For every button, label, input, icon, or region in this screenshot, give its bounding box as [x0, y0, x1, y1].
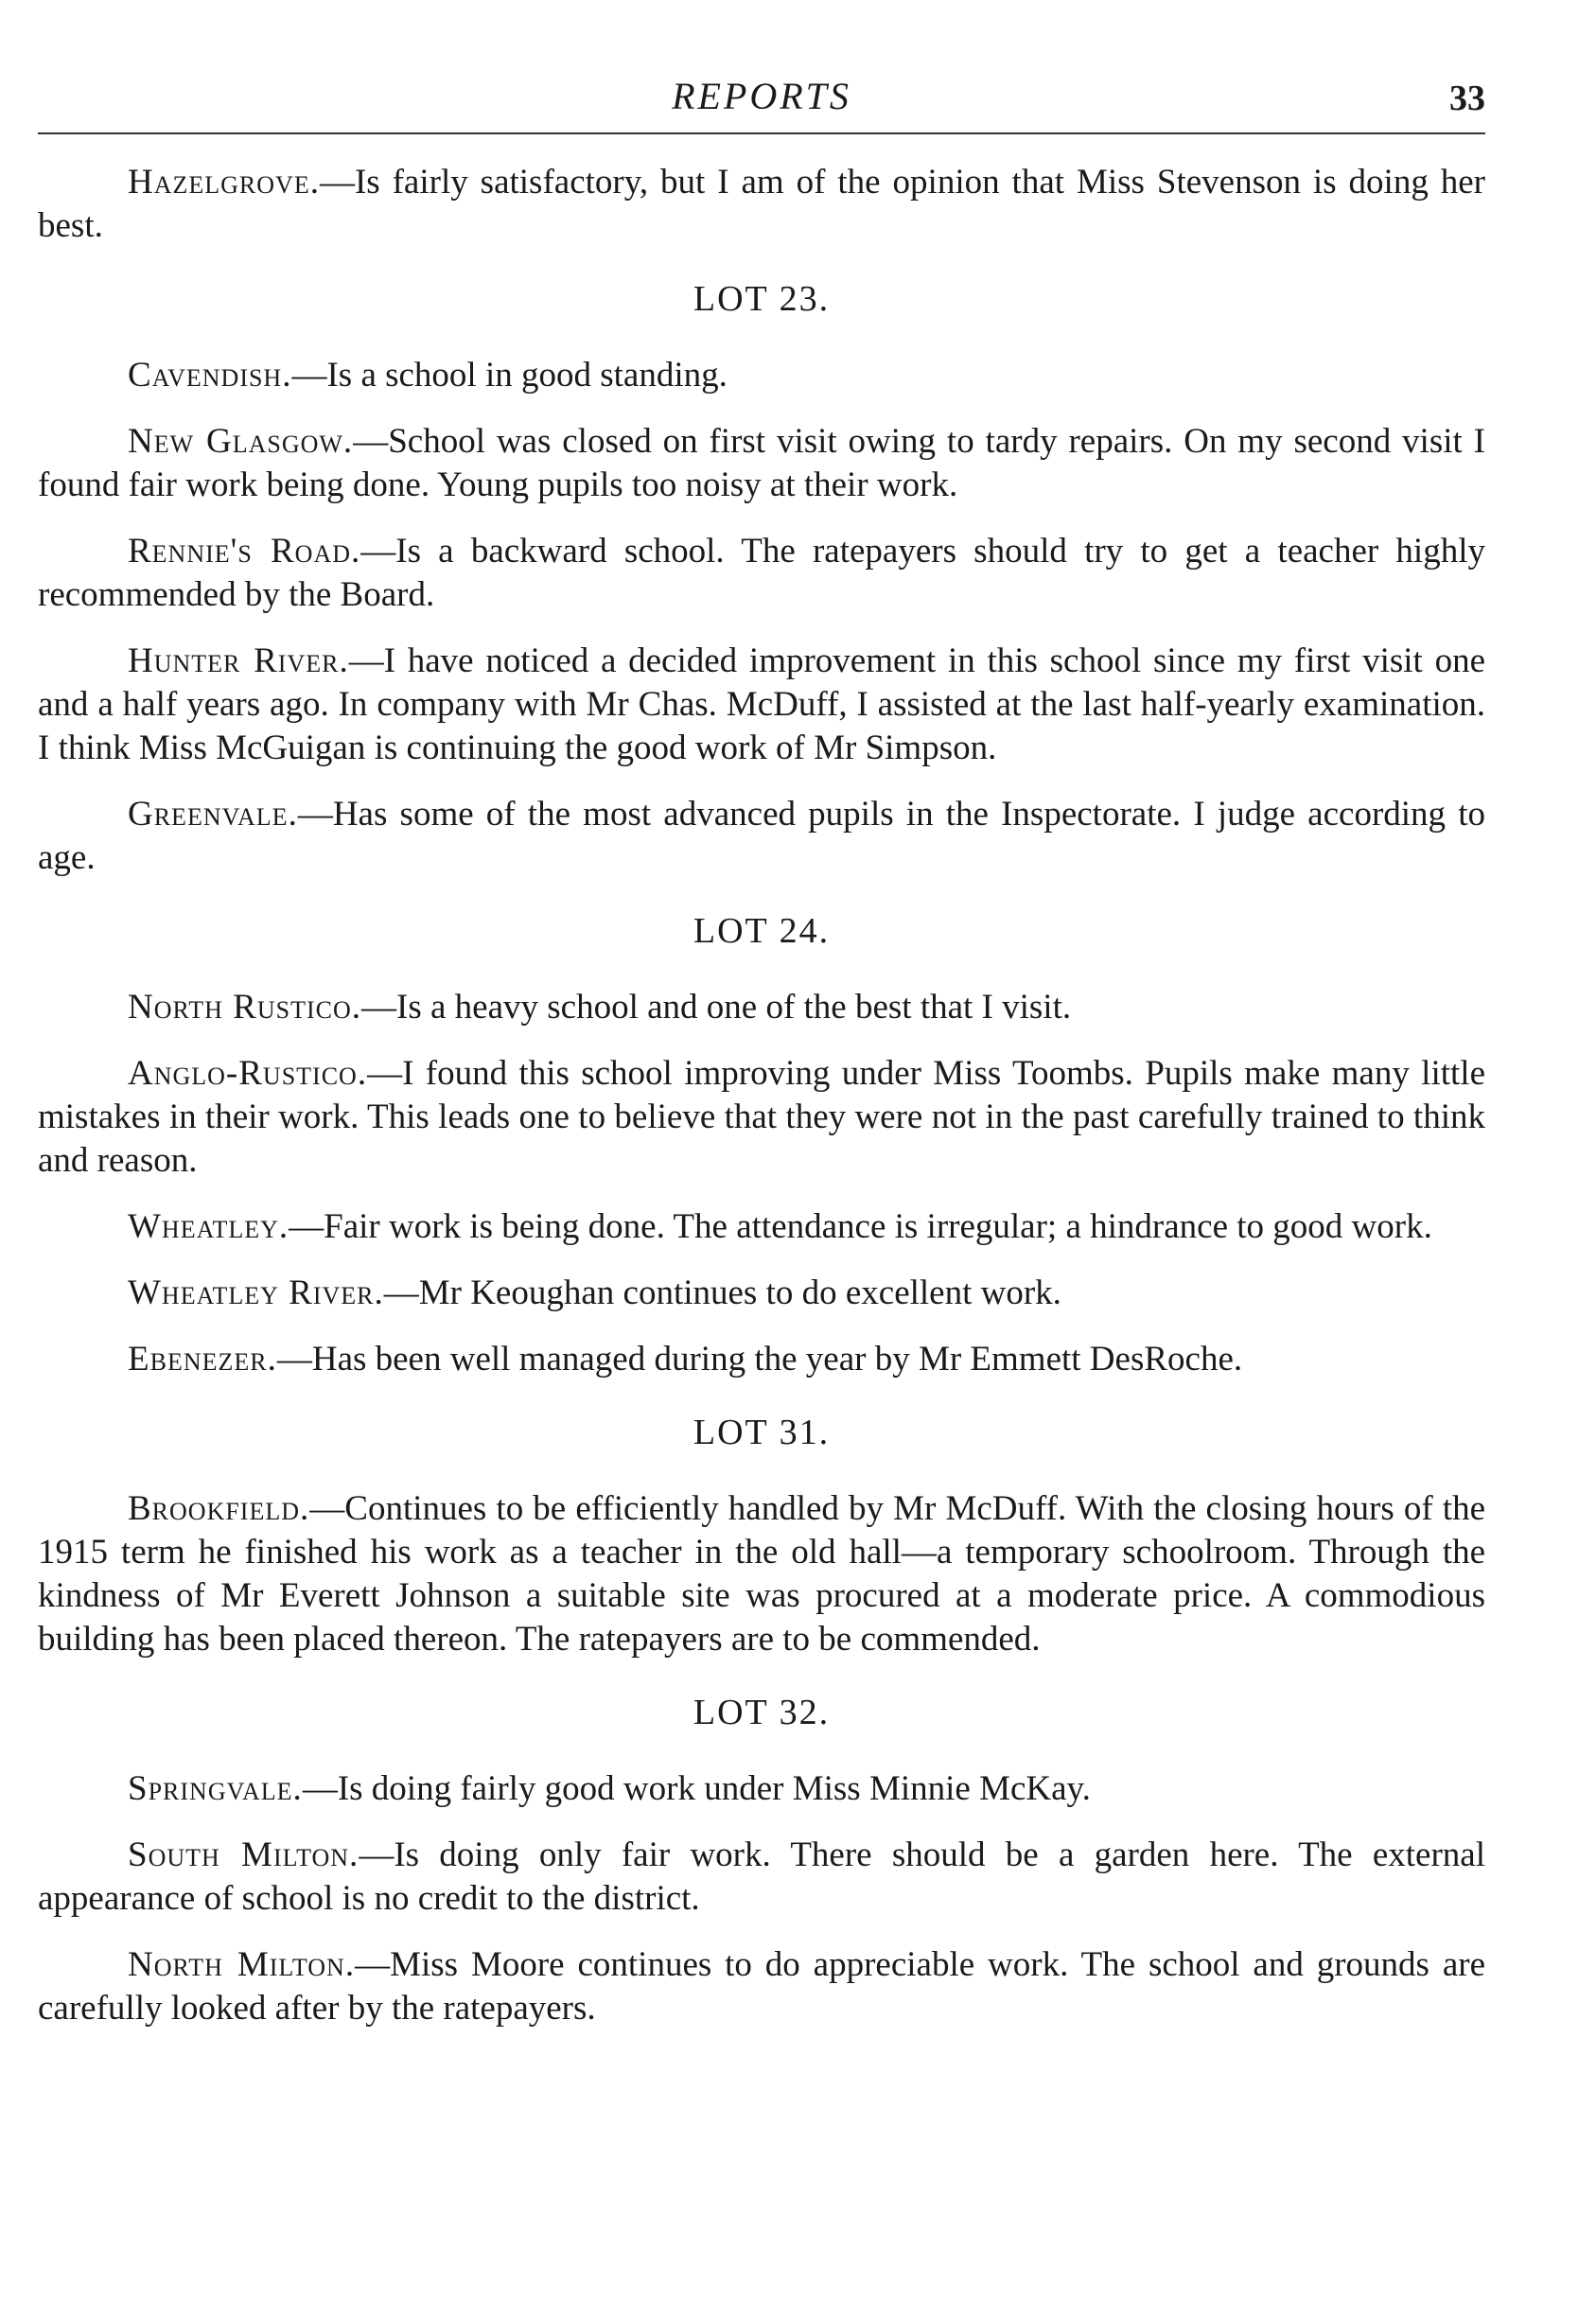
school-report-entry: [38, 354, 1485, 397]
page: [38, 57, 1485, 2053]
school-report-text: —Continues to be efficiently handled by Mr McDuff. With the closing hours of the 1915 term he finished his work as a teacher in the old hall—a temporary schoolroom. Through the kindness of Mr Everett Johnson a suitable site was procured at a moderate price. A commodious building has been placed thereon. The ratepayers are to be commended.: [38, 1489, 1485, 1659]
school-name: Anglo-Rustico.: [128, 1054, 368, 1093]
lot-section: [38, 1692, 1485, 2030]
school-name: New Glasgow.: [128, 422, 354, 461]
school-report-text: —Has been well managed during the year by Mr Emmett DesRoche.: [276, 1340, 1243, 1379]
school-name: North Milton.: [128, 1945, 356, 1984]
lot-heading: LOT 24.: [693, 911, 831, 951]
school-report-entry: [38, 640, 1485, 770]
school-report-text: —School was closed on first visit owing to tardy repairs. On my second visit I found fair work being done. Young pupils too noisy at their work.: [38, 422, 1485, 504]
school-report-entry: [38, 1834, 1485, 1921]
lot-heading: LOT 32.: [693, 1693, 831, 1732]
school-report-entry: [38, 1052, 1485, 1183]
school-report-text: —I found this school improving under Miss Toombs. Pupils make many little mistakes in their work. This leads one to believe that they were not in the past carefully trained to think and reason.: [38, 1054, 1485, 1180]
school-report-text: —Is a school in good standing.: [291, 356, 728, 395]
school-report-entry: [38, 1943, 1485, 2030]
school-report-entry: [38, 1205, 1485, 1249]
school-name: Springvale.: [128, 1769, 303, 1808]
lot-heading: LOT 31.: [693, 1413, 831, 1452]
school-report-text: —Is doing only fair work. There should be a garden here. The external appearance of school is no credit to the district.: [38, 1836, 1485, 1918]
school-report-entry: [38, 420, 1485, 507]
school-report-entry: [38, 161, 1485, 248]
school-report-entry: [38, 530, 1485, 617]
school-name: Hazelgrove.: [128, 163, 320, 202]
school-report-entry: [38, 1272, 1485, 1315]
school-report-entry: [38, 1767, 1485, 1811]
school-name: Wheatley River.: [128, 1273, 384, 1312]
school-name: Ebenezer.: [128, 1340, 277, 1379]
school-name: North Rustico.: [128, 988, 362, 1027]
school-name: Cavendish.: [128, 356, 292, 395]
school-report-entry: [38, 986, 1485, 1029]
school-report-text: —Is doing fairly good work under Miss Minnie McKay.: [302, 1769, 1091, 1808]
school-report-text: —Is a backward school. The ratepayers should try to get a teacher highly recommended by the Board.: [38, 532, 1485, 614]
school-name: South Milton.: [128, 1836, 360, 1874]
school-report-text: —Miss Moore continues to do appreciable work. The school and grounds are carefully looked after by the ratepayers.: [38, 1945, 1485, 2028]
school-report-entry: [38, 793, 1485, 880]
lot-section: [38, 1412, 1485, 1661]
school-report-text: —Has some of the most advanced pupils in the Inspectorate. I judge according to age.: [38, 795, 1485, 877]
school-name: Rennie's Road.: [128, 532, 361, 571]
school-name: Brookfield.: [128, 1489, 310, 1528]
school-name: Hunter River.: [128, 641, 349, 680]
header-rule: [38, 132, 1485, 134]
school-report-entry: [38, 1487, 1485, 1661]
report-body: [38, 161, 1485, 2030]
school-report-text: —Mr Keoughan continues to do excellent work.: [383, 1273, 1061, 1312]
running-title: REPORTS: [672, 75, 851, 117]
school-report-text: —Is fairly satisfactory, but I am of the opinion that Miss Stevenson is doing her best.: [38, 163, 1485, 245]
lot-section: [38, 278, 1485, 880]
page-header: [38, 57, 1485, 123]
lot-section: [38, 910, 1485, 1381]
lot-heading: LOT 23.: [693, 279, 831, 319]
school-report-text: —I have noticed a decided improvement in this school since my first visit one and a half years ago. In company with Mr Chas. McDuff, I assisted at the last half-yearly examination. I think Miss McGuigan is continuing the good work of Mr Simpson.: [38, 641, 1485, 767]
page-number: 33: [1449, 79, 1485, 118]
school-report-entry: [38, 1338, 1485, 1381]
school-report-text: —Fair work is being done. The attendance is irregular; a hindrance to good work.: [289, 1207, 1432, 1246]
school-name: Wheatley.: [128, 1207, 289, 1246]
school-name: Greenvale.: [128, 795, 298, 834]
school-report-text: —Is a heavy school and one of the best that I visit.: [361, 988, 1072, 1027]
lot-section: [38, 161, 1485, 248]
